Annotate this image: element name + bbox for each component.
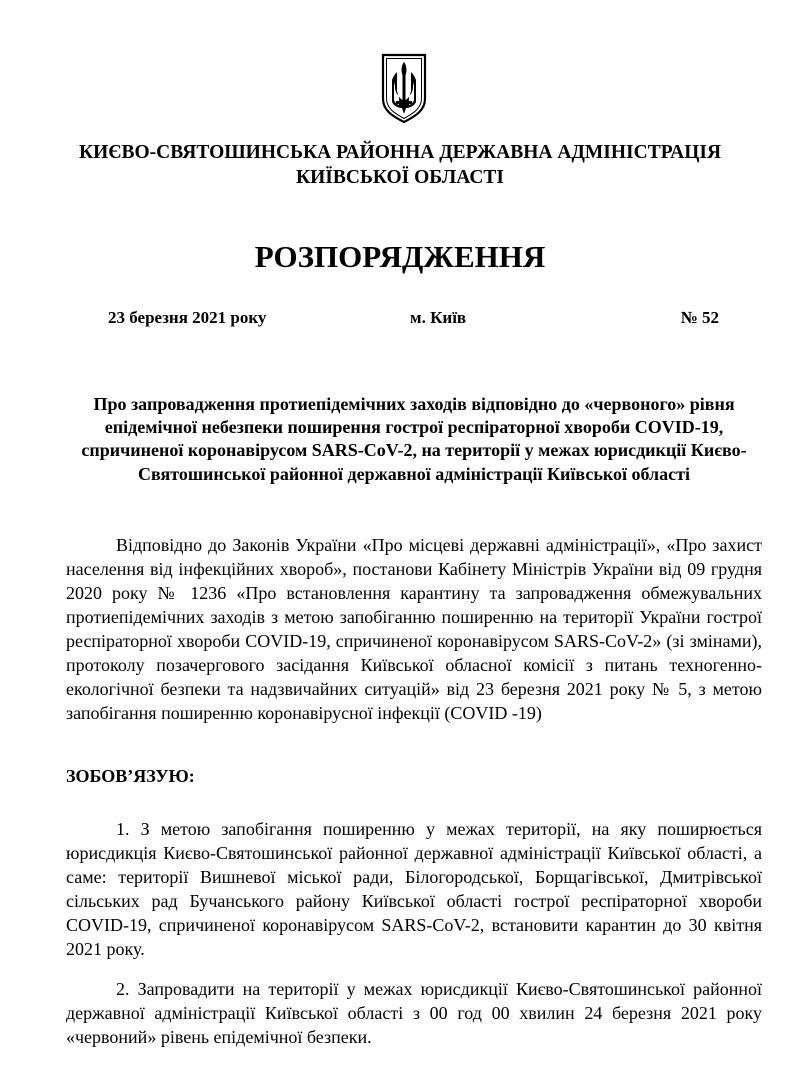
obligation-heading: ЗОБОВ’ЯЗУЮ: [66, 766, 195, 786]
document-meta [0, 305, 800, 331]
document-city: м. Київ [410, 308, 467, 327]
document-number: № 52 [680, 308, 719, 327]
organization-line-1: КИЄВО-СВЯТОШИНСЬКА РАЙОННА ДЕРЖАВНА АДМІНІСТРАЦІЯ [78, 142, 722, 163]
organization-name [40, 140, 760, 190]
coat-of-arms-icon [380, 52, 428, 124]
preamble-paragraph: Відповідно до Законів України «Про місцеві державні адміністрації», «Про захист населення від інфекційних хвороб», постанови Кабінету Міністрів України від 09 грудня 2020 року № 1236 «Про встановлення карантину та запровадження обмежувальних протиепідемічних заходів з метою запобіганню поширенню на території України гострої респіраторної хвороби COVID-19, спричиненої коронавірусом SARS-CoV-2» (зі змінами), протоколу позачергового засідання Київської обласної комісії з питань техногенно-екологічної безпеки та надзвичайних ситуацій» від 23 березня 2021 року № 5, з метою запобігання поширенню коронавірусної інфекції (COVID -19) [66, 535, 762, 723]
document-date: 23 березня 2021 року [108, 308, 267, 327]
organization-line-2: КИЇВСЬКОЇ ОБЛАСТІ [295, 167, 505, 188]
document-title: РОЗПОРЯДЖЕННЯ [254, 239, 546, 274]
item-1-paragraph: 1. З метою запобігання поширенню у межах території, на яку поширюється юрисдикція Києво-Святошинської районної державної адміністрації Київської області, а саме: території Вишневої міської ради, Білогородської, Борщагівської, Дмитрівської сільських рад Бучанського району Київської області гострої респіраторної хвороби COVID-19, спричиненої коронавірусом SARS-CoV-2, встановити карантин до 30 квітня 2021 року. [66, 819, 762, 959]
item-2-paragraph: 2. Запровадити на території у межах юрисдикції Києво-Святошинської районної державної адміністрації Київської області з 00 год 00 хвилин 24 березня 2021 року «червоний» рівень епідемічної безпеки. [66, 979, 762, 1047]
document-subject: Про запровадження протиепідемічних заходів відповідно до «червоного» рівня епідемічної небезпеки поширення гострої респіраторної хвороби COVID-19, спричиненої коронавірусом SARS-CoV-2, на території у межах юрисдикції Києво-Святошинської районної державної адміністрації Київської області [81, 394, 747, 484]
